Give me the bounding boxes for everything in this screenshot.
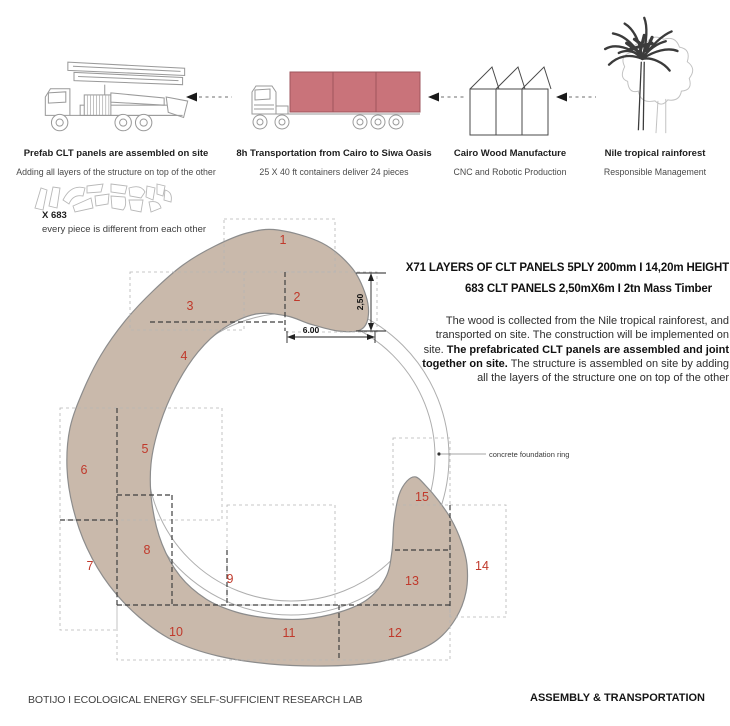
panel-number-14: 14 — [475, 559, 489, 573]
step-title: Nile tropical rainforest — [604, 148, 706, 159]
panel-number-9: 9 — [226, 572, 234, 586]
step-forest — [592, 8, 718, 177]
concrete-pump-truck-icon — [37, 56, 195, 140]
pieces-caption: every piece is different from each other — [42, 224, 207, 235]
panel-number-13: 13 — [405, 574, 419, 588]
dimension-height-label: 2,50 — [355, 293, 365, 311]
flow-arrow-icon — [556, 91, 596, 103]
panel-number-8: 8 — [143, 543, 151, 557]
panel-number-11: 11 — [282, 626, 296, 640]
palm-tree-icon — [600, 8, 710, 140]
description-end: The structure is assembled on site by adding all the layers of the structure one on top of the other — [477, 357, 729, 385]
flow-arrow-icon — [186, 91, 232, 103]
container-truck-icon — [242, 62, 427, 140]
project-title: BOTIJO I ECOLOGICAL ENERGY SELF-SUFFICIENT RESEARCH LAB — [28, 694, 363, 706]
sheet-title: ASSEMBLY & TRANSPORTATION — [530, 692, 705, 704]
pieces-count-label: X 683 — [42, 210, 67, 221]
panel-number-15: 15 — [415, 490, 429, 504]
panel-number-3: 3 — [186, 299, 194, 313]
factory-icon — [468, 62, 552, 140]
panel-number-10: 10 — [169, 625, 183, 639]
step-title: 8h Transportation from Cairo to Siwa Oasis — [236, 148, 432, 159]
description-bold: The prefabricated CLT panels are assembled and joint together on site. — [422, 343, 729, 370]
specs-block — [375, 262, 729, 295]
flow-arrow-icon — [428, 91, 466, 103]
step-title: Prefab CLT panels are assembled on site — [23, 148, 209, 159]
ring-annotation — [437, 450, 569, 459]
panel-number-7: 7 — [86, 559, 94, 573]
dimension-width-label: 6.00 — [302, 325, 320, 335]
panel-number-5: 5 — [141, 442, 149, 456]
step-subtitle: Adding all layers of the structure on top of the other — [16, 167, 216, 177]
description-paragraph — [415, 314, 729, 385]
pieces-note — [42, 210, 206, 235]
step-site-assembly — [8, 54, 224, 177]
specs-line-1: X71 LAYERS OF CLT PANELS 5PLY 200mm I 14,20m HEIGHT — [405, 262, 729, 274]
step-transportation — [236, 54, 432, 177]
ring-annotation-label: concrete foundation ring — [489, 450, 570, 459]
step-subtitle: Responsible Management — [603, 167, 707, 177]
panel-number-1: 1 — [279, 233, 287, 247]
specs-line-2: 683 CLT PANELS 2,50mX6m I 2tn Mass Timber — [465, 283, 712, 295]
panel-number-2: 2 — [293, 290, 301, 304]
panel-number-6: 6 — [80, 463, 88, 477]
step-manufacture — [430, 54, 590, 177]
step-subtitle: CNC and Robotic Production — [453, 167, 567, 177]
step-title: Cairo Wood Manufacture — [453, 148, 567, 159]
panel-number-4: 4 — [180, 349, 188, 363]
panel-number-12: 12 — [388, 626, 402, 640]
step-subtitle: 25 X 40 ft containers deliver 24 pieces — [259, 167, 409, 177]
description-start: The wood is collected from the Nile tropical rainforest, and transported on site. The construction will be implemented on site. — [423, 315, 729, 356]
